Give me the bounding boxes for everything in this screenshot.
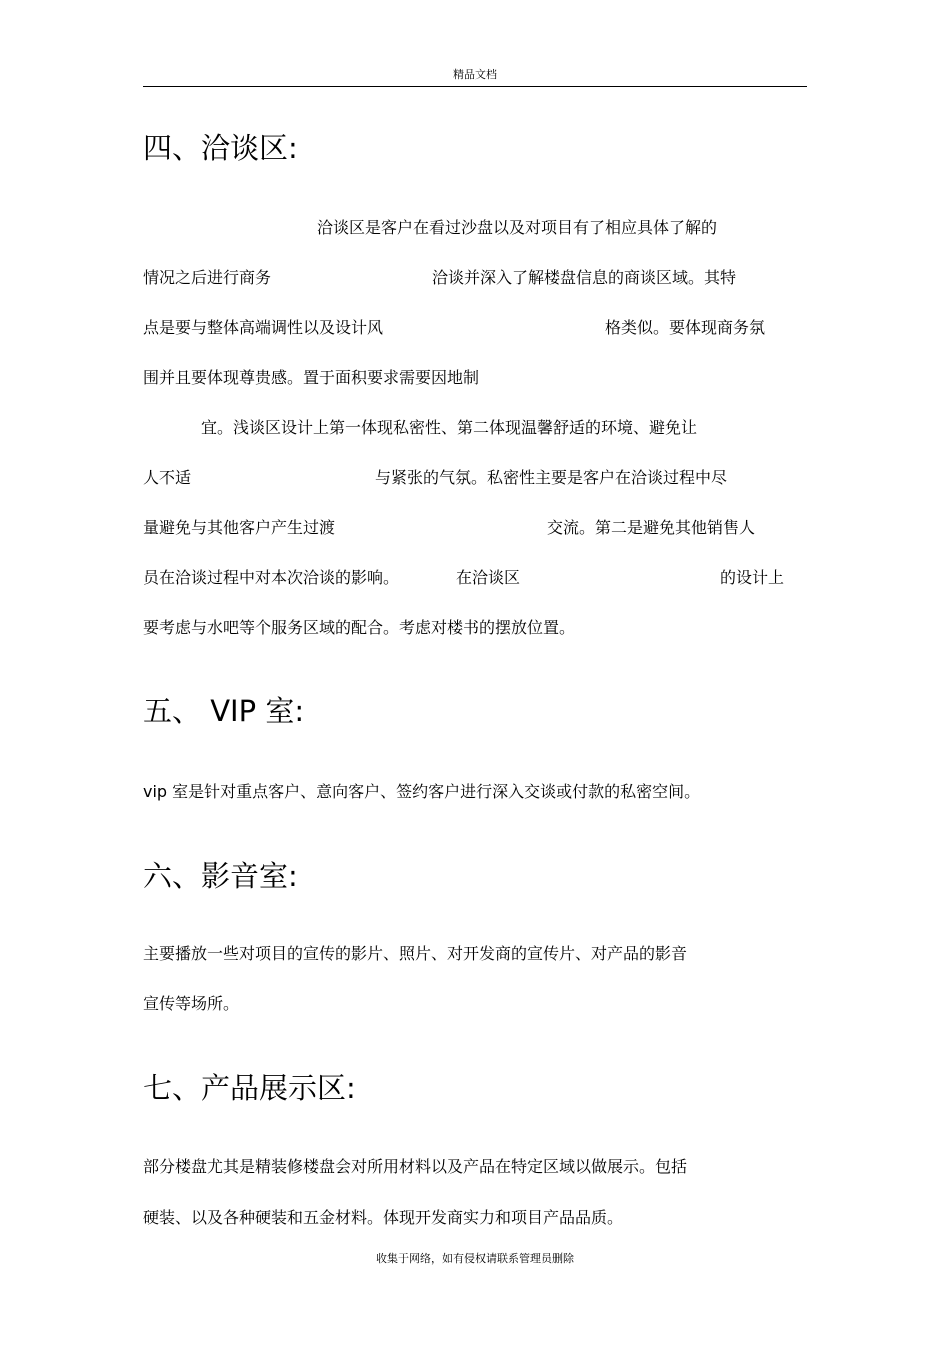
section-heading-6: 六、影音室: [143,859,298,893]
paragraph-line: 主要播放一些对项目的宣传的影片、照片、对开发商的宣传片、对产品的影音 [143,944,688,963]
section-heading-7: 七、产品展示区: [143,1071,356,1105]
paragraph-line: 交流。第二是避免其他销售人 [547,518,756,537]
paragraph-line: 宣传等场所。 [143,994,240,1013]
paragraph-line: 围并且要体现尊贵感。置于面积要求需要因地制 [143,368,480,387]
paragraph-line: vip 室是针对重点客户、意向客户、签约客户进行深入交谈或付款的私密空间。 [143,782,701,801]
paragraph-line: 洽谈区是客户在看过沙盘以及对项目有了相应具体了解的 [317,218,718,237]
page-header [143,66,807,87]
paragraph-line: 硬装、以及各种硬装和五金材料。体现开发商实力和项目产品品质。 [143,1208,624,1227]
paragraph-line: 格类似。要体现商务氛 [605,318,766,337]
header-text: 精品文档 [453,68,497,81]
paragraph-line: 与紧张的气氛。私密性主要是客户在洽谈过程中尽 [375,468,728,487]
section-heading-5: 五、 VIP 室: [143,694,305,728]
paragraph-line: 员在洽谈过程中对本次洽谈的影响。 [143,568,400,587]
paragraph-line: 点是要与整体高端调性以及设计风 [143,318,384,337]
paragraph-line: 要考虑与水吧等个服务区域的配合。考虑对楼书的摆放位置。 [143,618,576,637]
paragraph-line: 在洽谈区 [456,568,521,587]
paragraph-line: 洽谈并深入了解楼盘信息的商谈区域。其特 [432,268,737,287]
paragraph-line: 情况之后进行商务 [143,268,272,287]
paragraph-line: 量避免与其他客户产生过渡 [143,518,336,537]
page-footer: 收集于网络，如有侵权请联系管理员删除 [376,1252,574,1265]
section-heading-4: 四、洽谈区: [143,131,298,165]
paragraph-line: 部分楼盘尤其是精装修楼盘会对所用材料以及产品在特定区域以做展示。包括 [143,1157,688,1176]
paragraph-line: 宜。浅谈区设计上第一体现私密性、第二体现温馨舒适的环境、避免让 [201,418,698,437]
paragraph-line: 的设计上 [720,568,785,587]
paragraph-line: 人不适 [143,468,192,487]
